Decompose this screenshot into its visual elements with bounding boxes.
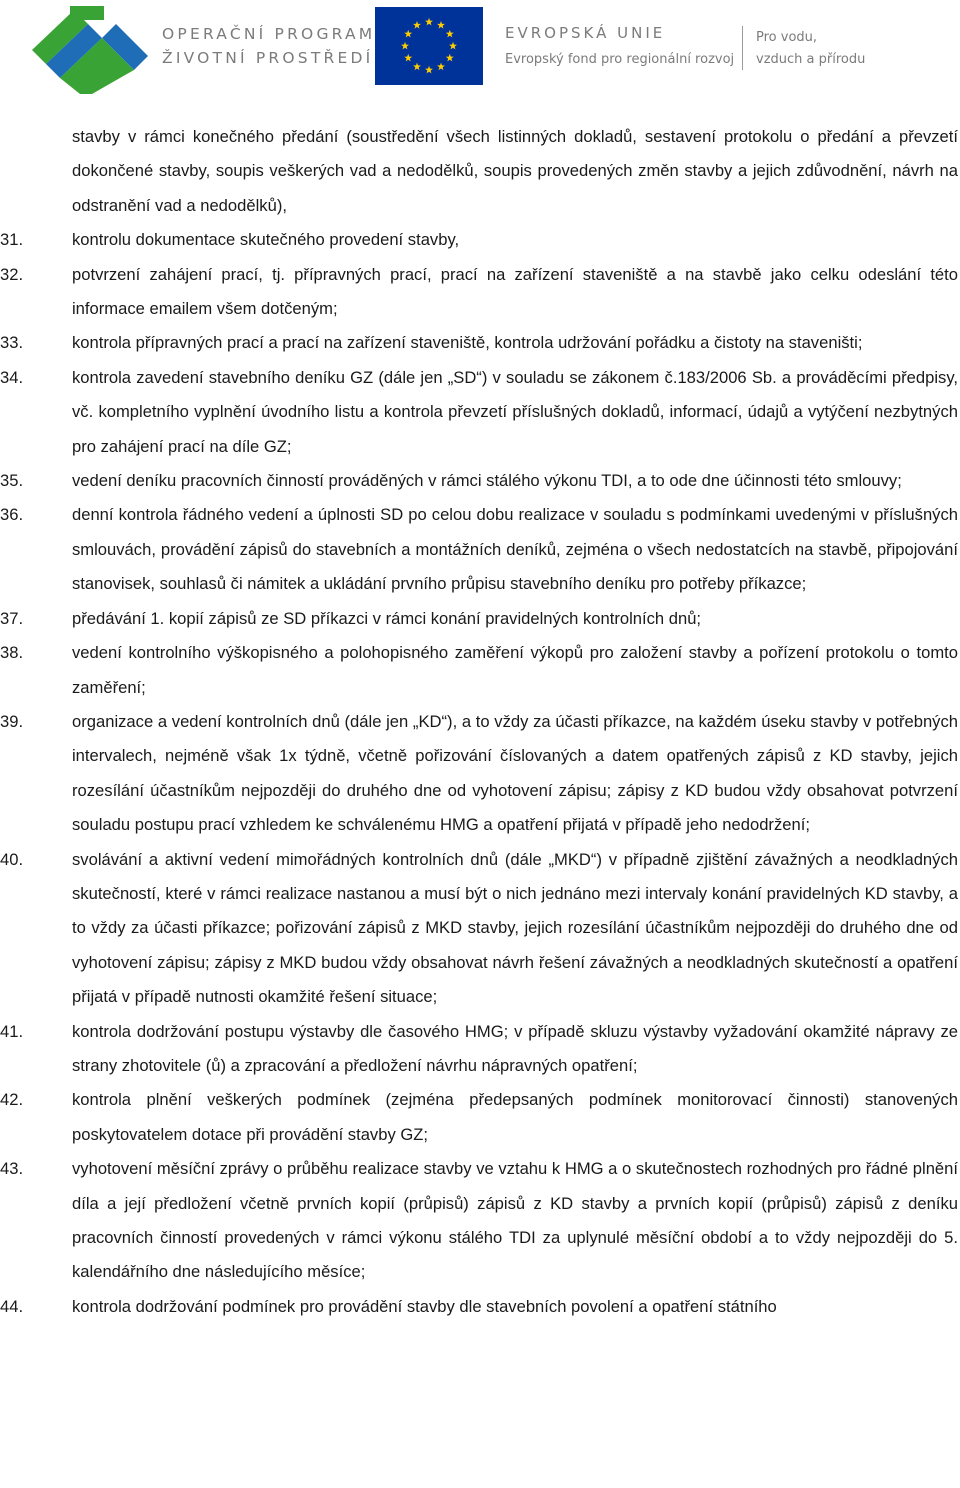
list-item-40	[0, 843, 960, 1015]
item-text: kontrola zavedení stavebního deníku GZ (dále jen „SD“) v souladu se zákonem č.183/2006 Sb. a prováděcími předpisy, vč. kompletního vyplnění úvodního listu a kontrola převzetí příslušných dokladů, informací, údajů a vytýčení nezbytných pro zahájení prací na díle GZ;	[72, 367, 958, 456]
list-item-continued	[0, 120, 960, 223]
list-item-35	[0, 464, 960, 498]
item-text: kontrola plnění veškerých podmínek (zejména předepsaných podmínek monitorovací činnosti) stanovených poskytovatelem dotace při provádění stavby GZ;	[72, 1090, 958, 1144]
list-item-38	[0, 636, 960, 705]
list-item-31	[0, 223, 960, 257]
item-number: 36.	[0, 505, 24, 525]
item-number: 41.	[0, 1021, 24, 1041]
item-text: vedení kontrolního výškopisného a polohopisného zaměření výkopů pro založení stavby a pořízení protokolu o tomto zaměření;	[72, 643, 958, 697]
item-text: organizace a vedení kontrolních dnů (dále jen „KD“), a to vždy za účasti příkazce, na každém úseku stavby v potřebných intervalech, nejméně však 1x týdně, včetně pořizování číslovaných a datem opatřených zápisů z KD stavby, jejich rozesílání účastníkům nejpozději do druhého dne od vyhotovení zápisu; zápisy z KD budou vždy obsahovat potvrzení souladu postupu prací vzhledem ke schválenému HMG a opatření přijatá v případě jeho nedodržení;	[72, 711, 958, 835]
item-text: vedení deníku pracovních činností prováděných v rámci stálého výkonu TDI, a to ode dne účinnosti této smlouvy;	[72, 471, 902, 491]
list-item-43	[0, 1152, 960, 1290]
item-text: svolávání a aktivní vedení mimořádných kontrolních dnů (dále „MKD“) v případně zjištění závažných a neodkladných skutečností, které v rámci realizace nastanou a musí být o nich jednáno mezi intervaly konání pravidelných KD stavby, a to vždy za účasti příkazce; pořizování zápisů z MKD stavby, jejich rozesílání účastníkům nejpozději do druhého dne od vyhotovení zápisu; zápisy z MKD budou vždy obsahovat návrh řešení závažných a neodkladných skutečností a opatření přijatá v případě nutnosti okamžité řešení situace;	[72, 849, 958, 1007]
item-text: kontrola přípravných prací a prací na zařízení staveniště, kontrola udržování pořádku a čistoty na staveništi;	[72, 333, 863, 353]
list-item-44	[0, 1290, 960, 1324]
item-number: 33.	[0, 333, 24, 353]
item-number: 39.	[0, 711, 24, 731]
item-number: 44.	[0, 1296, 24, 1316]
item-number: 34.	[0, 367, 24, 387]
item-number: 31.	[0, 230, 24, 250]
item-number: 37.	[0, 608, 24, 628]
list-item-37	[0, 602, 960, 636]
page-header	[0, 0, 960, 100]
motto-line2: vzduch a přírodu	[756, 52, 866, 67]
item-number: 38.	[0, 643, 24, 663]
opzp-logo	[30, 6, 150, 94]
opzp-title-line1: OPERAČNÍ PROGRAM	[162, 25, 376, 43]
item-text: předávání 1. kopií zápisů ze SD příkazci v rámci konání pravidelných kontrolních dnů;	[72, 608, 702, 628]
item-number: 32.	[0, 264, 24, 284]
list-item-34	[0, 361, 960, 464]
list-item-41	[0, 1015, 960, 1084]
item-text: kontrolu dokumentace skutečného provedení stavby,	[72, 230, 460, 250]
list-item-42	[0, 1083, 960, 1152]
eu-title: EVROPSKÁ UNIE	[505, 24, 666, 42]
item-text: kontrola dodržování podmínek pro provádění stavby dle stavebních povolení a opatření státního	[72, 1296, 777, 1316]
opzp-title-line2: ŽIVOTNÍ PROSTŘEDÍ	[162, 49, 374, 67]
opzp-title	[162, 22, 375, 70]
item-number: 40.	[0, 849, 24, 869]
list-item-39	[0, 705, 960, 843]
eu-subtitle: Evropský fond pro regionální rozvoj	[505, 52, 735, 67]
document-body	[0, 120, 960, 1324]
item-number: 42.	[0, 1090, 24, 1110]
item-text: kontrola dodržování postupu výstavby dle časového HMG; v případě skluzu výstavby vyžadování okamžité nápravy ze strany zhotovitele (ů) a zpracování a předložení návrhu nápravných opatření;	[72, 1021, 958, 1075]
list-item-36	[0, 498, 960, 601]
item-text: vyhotovení měsíční zprávy o průběhu realizace stavby ve vztahu k HMG a o skutečnostech rozhodných pro řádné plnění díla a její předložení včetně prvních kopií (průpisů) zápisů z KD stavby a prvních kopií (průpisů) zápisů z deníku pracovních činností provedených v rámci výkonu stálého TDI za uplynulé měsíční období a to vždy nejpozději do 5. kalendářního dne následujícího měsíce;	[72, 1159, 958, 1282]
motto-line1: Pro vodu,	[756, 30, 818, 45]
motto	[756, 27, 865, 71]
item-text: stavby v rámci konečného předání (soustředění všech listinných dokladů, sestavení protokolu o předání a převzetí dokončené stavby, soupis veškerých vad a nedodělků, soupis provedených změn stavby a jejich zdůvodnění, návrh na odstranění vad a nedodělků),	[72, 127, 958, 215]
item-text: denní kontrola řádného vedení a úplnosti SD po celou dobu realizace v souladu s podmínkami uvedenými v příslušných smlouvách, provádění zápisů do stavebních a montážních deníků, zejména o všech nedostatcích na stavbě, připojování stanovisek, souhlasů či námitek a ukládání prvního průpisu stavebního deníku pro potřeby příkazce;	[72, 505, 958, 594]
list-item-33	[0, 326, 960, 360]
header-divider	[742, 26, 743, 70]
item-number: 43.	[0, 1159, 24, 1179]
item-number: 35.	[0, 471, 24, 491]
list-item-32	[0, 258, 960, 327]
item-text: potvrzení zahájení prací, tj. přípravných prací, prací na zařízení staveniště a na stavbě jako celku odeslání této informace emailem všem dotčeným;	[72, 264, 958, 319]
eu-flag-icon	[375, 7, 483, 85]
